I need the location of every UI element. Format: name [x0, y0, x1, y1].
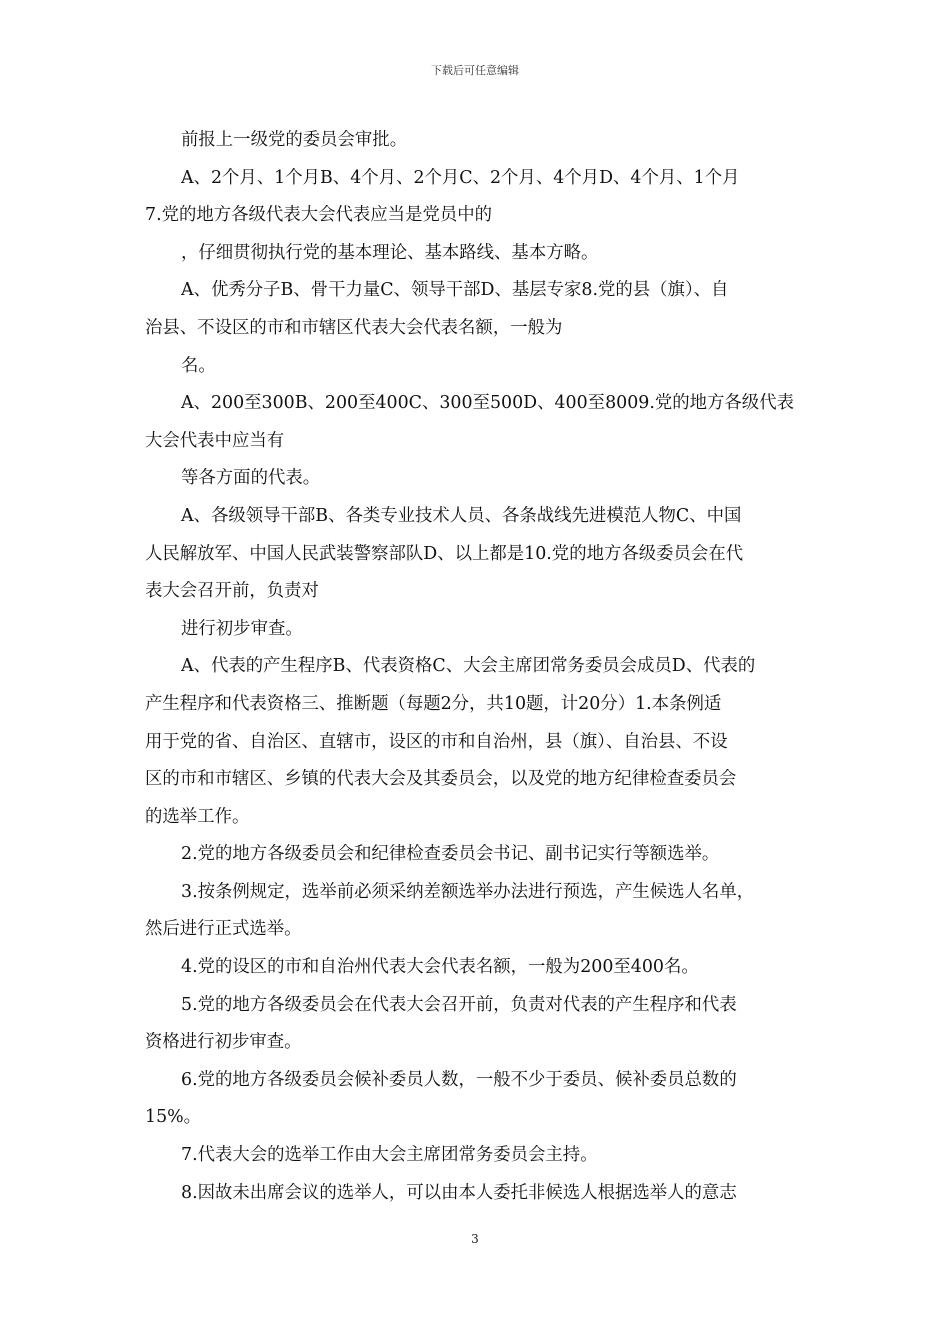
- text-line: 6.党的地方各级委员会候补委员人数，一般不少于委员、候补委员总数的: [181, 1069, 737, 1090]
- text-line: A、各级领导干部B、各类专业技术人员、各条战线先进模范人物C、中国: [181, 505, 742, 526]
- text-line: 前报上一级党的委员会审批。: [181, 130, 408, 150]
- text-line: 治县、不设区的市和市辖区代表大会代表名额，一般为: [145, 317, 563, 338]
- text-line: 表大会召开前，负责对: [145, 581, 319, 602]
- text-line: 名。: [181, 355, 216, 376]
- text-line: 人民解放军、中国人民武装警察部队D、以上都是10.党的地方各级委员会在代: [145, 543, 744, 564]
- text-line: 7.党的地方各级代表大会代表应当是党员中的: [145, 205, 493, 226]
- text-line: 等各方面的代表。: [181, 468, 321, 489]
- document-body: [145, 122, 809, 1212]
- text-line: A、代表的产生程序B、代表资格C、大会主席团常务委员会成员D、代表的: [181, 656, 756, 677]
- page-number: 3: [471, 1232, 479, 1246]
- text-line: 资格进行初步审查。: [145, 1032, 302, 1053]
- text-line: A、200至300B、200至400C、300至500D、400至8009.党的地方各级代表: [181, 393, 794, 414]
- text-line: 5.党的地方各级委员会在代表大会召开前，负责对代表的产生程序和代表: [181, 994, 737, 1015]
- text-line: 大会代表中应当有: [145, 430, 285, 451]
- text-line: 的选举工作。: [145, 806, 250, 827]
- text-line: 进行初步审查。: [181, 618, 303, 639]
- text-line: 2.党的地方各级委员会和纪律检查委员会书记、副书记实行等额选举。: [181, 844, 720, 865]
- text-line: 用于党的省、自治区、直辖市，设区的市和自治州，县（旗）、自治县、不设: [145, 731, 728, 752]
- text-line: 产生程序和代表资格三、推断题（每题2分，共10题，计20分）1.本条例适: [145, 693, 722, 714]
- text-line: 7.代表大会的选举工作由大会主席团常务委员会主持。: [181, 1145, 598, 1166]
- text-line: 3.按条例规定，选举前必须采纳差额选举办法进行预选，产生候选人名单，: [181, 881, 755, 902]
- text-line: A、2个月、1个月B、4个月、2个月C、2个月、4个月D、4个月、1个月: [181, 167, 740, 188]
- text-line: 区的市和市辖区、乡镇的代表大会及其委员会，以及党的地方纪律检查委员会: [145, 769, 737, 790]
- text-line: 4.党的设区的市和自治州代表大会代表名额，一般为200至400名。: [181, 957, 699, 978]
- text-line: ，仔细贯彻执行党的基本理论、基本路线、基本方略。: [181, 242, 599, 263]
- text-line: 15%。: [145, 1107, 202, 1128]
- text-line: 8.因故未出席会议的选举人，可以由本人委托非候选人根据选举人的意志: [181, 1182, 737, 1203]
- text-line: A、优秀分子B、骨干力量C、领导干部D、基层专家8.党的县（旗）、自: [181, 280, 729, 301]
- page-header: 下载后可任意编辑: [431, 64, 519, 77]
- text-line: 然后进行正式选举。: [145, 919, 302, 940]
